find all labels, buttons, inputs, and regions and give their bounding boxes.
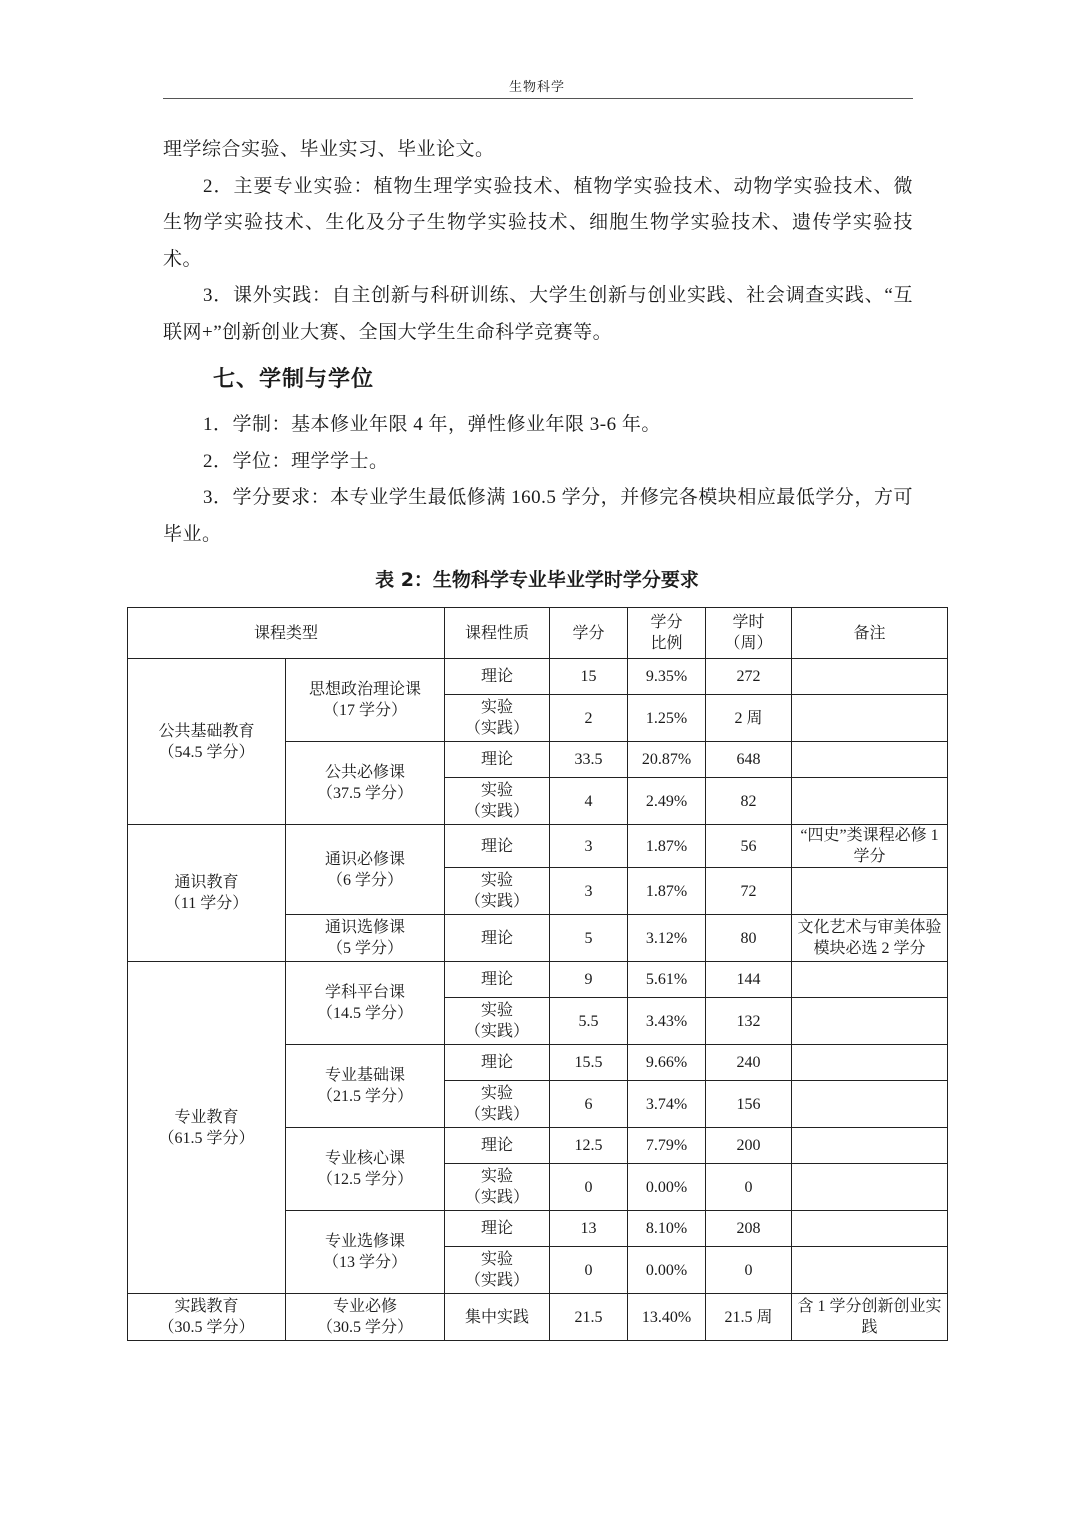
hours-cell: 56 xyxy=(706,825,792,868)
module-name: 专业基础课 xyxy=(325,1067,406,1084)
module-name: 思想政治理论课 xyxy=(309,681,422,698)
module-name: 专业选修课 xyxy=(325,1233,406,1250)
module-cell xyxy=(286,742,445,825)
nature-cell: 理论 xyxy=(445,1045,550,1081)
table-row xyxy=(128,962,948,998)
group-name: 通识教育 xyxy=(174,874,239,891)
notes-cell xyxy=(792,659,948,695)
notes-cell xyxy=(792,868,948,915)
ratio-cell: 1.87% xyxy=(628,825,706,868)
hours-cell: 156 xyxy=(706,1081,792,1128)
notes-cell xyxy=(792,1247,948,1294)
nature-cell: 理论 xyxy=(445,825,550,868)
ratio-cell: 9.35% xyxy=(628,659,706,695)
credits-cell: 21.5 xyxy=(550,1294,628,1341)
nature-cell xyxy=(445,1164,550,1211)
nature-line1: 实验 xyxy=(481,1251,514,1268)
nature-cell: 理论 xyxy=(445,1211,550,1247)
module-credits: （37.5 学分） xyxy=(317,785,414,802)
nature-cell xyxy=(445,1247,550,1294)
credits-cell: 15.5 xyxy=(550,1045,628,1081)
header-ratio-line1: 学分 xyxy=(650,614,683,631)
nature-cell: 理论 xyxy=(445,915,550,962)
header-course-type: 课程类型 xyxy=(128,608,445,659)
credits-cell: 9 xyxy=(550,962,628,998)
running-header: 生物科学 xyxy=(508,79,565,94)
group-cell xyxy=(128,1294,286,1341)
module-cell xyxy=(286,1294,445,1341)
group-cell xyxy=(128,825,286,962)
credits-cell: 3 xyxy=(550,825,628,868)
notes-cell: 文化艺术与审美体验模块必选 2 学分 xyxy=(792,915,948,962)
header-ratio xyxy=(628,608,706,659)
nature-line2: （实践） xyxy=(465,803,530,820)
module-name: 专业核心课 xyxy=(325,1150,406,1167)
notes-cell xyxy=(792,695,948,742)
group-cell xyxy=(128,962,286,1294)
ratio-cell: 13.40% xyxy=(628,1294,706,1341)
notes-cell xyxy=(792,778,948,825)
credits-cell: 12.5 xyxy=(550,1128,628,1164)
module-cell xyxy=(286,825,445,915)
header-nature: 课程性质 xyxy=(445,608,550,659)
credits-cell: 13 xyxy=(550,1211,628,1247)
group-credits: （30.5 学分） xyxy=(158,1319,255,1336)
group-credits: （54.5 学分） xyxy=(158,743,255,761)
hours-cell: 132 xyxy=(706,998,792,1045)
module-cell xyxy=(286,1045,445,1128)
nature-cell: 理论 xyxy=(445,962,550,998)
nature-line2: （实践） xyxy=(465,1189,530,1206)
credits-cell: 0 xyxy=(550,1164,628,1211)
ratio-cell: 9.66% xyxy=(628,1045,706,1081)
module-credits: （6 学分） xyxy=(327,871,404,889)
nature-line1: 实验 xyxy=(481,782,514,799)
module-credits: （5 学分） xyxy=(327,940,404,957)
notes-cell xyxy=(792,1128,948,1164)
nature-line1: 实验 xyxy=(481,872,514,889)
ratio-cell: 7.79% xyxy=(628,1128,706,1164)
header-hours-line1: 学时 xyxy=(732,614,765,631)
ratio-cell: 3.43% xyxy=(628,998,706,1045)
module-credits: （21.5 学分） xyxy=(317,1088,414,1105)
hours-cell: 208 xyxy=(706,1211,792,1247)
nature-line1: 实验 xyxy=(481,1168,514,1185)
table-row xyxy=(128,1294,948,1341)
nature-cell: 集中实践 xyxy=(445,1294,550,1341)
ratio-cell: 8.10% xyxy=(628,1211,706,1247)
header-hours xyxy=(706,608,792,659)
hours-cell: 272 xyxy=(706,659,792,695)
notes-cell xyxy=(792,1164,948,1211)
hours-cell: 82 xyxy=(706,778,792,825)
module-cell xyxy=(286,659,445,742)
table-row xyxy=(128,659,948,695)
module-credits: （13 学分） xyxy=(323,1254,408,1271)
hours-cell: 2 周 xyxy=(706,695,792,742)
hours-cell: 0 xyxy=(706,1247,792,1294)
group-name: 专业教育 xyxy=(174,1108,239,1126)
group-cell xyxy=(128,659,286,825)
ratio-cell: 1.87% xyxy=(628,868,706,915)
nature-cell xyxy=(445,695,550,742)
group-credits: （11 学分） xyxy=(164,895,249,912)
notes-cell: 含 1 学分创新创业实践 xyxy=(792,1294,948,1341)
notes-cell xyxy=(792,742,948,778)
table-caption: 表 2：生物科学专业毕业学时学分要求 xyxy=(375,569,699,591)
group-credits: （61.5 学分） xyxy=(158,1129,255,1147)
paragraph: 2．学位：理学学士。 xyxy=(203,450,389,472)
notes-cell xyxy=(792,1045,948,1081)
nature-cell: 理论 xyxy=(445,1128,550,1164)
nature-cell xyxy=(445,998,550,1045)
group-name: 公共基础教育 xyxy=(158,722,255,740)
module-name: 专业必修 xyxy=(333,1298,398,1315)
module-name: 通识选修课 xyxy=(325,919,406,936)
module-cell xyxy=(286,1211,445,1294)
paragraph: 3．学分要求：本专业学生最低修满 160.5 学分，并修完各模块相应最低学分，方可毕业。 xyxy=(163,487,913,545)
nature-line2: （实践） xyxy=(465,720,530,737)
hours-cell: 80 xyxy=(706,915,792,962)
hours-cell: 72 xyxy=(706,868,792,915)
nature-cell xyxy=(445,778,550,825)
ratio-cell: 5.61% xyxy=(628,962,706,998)
credits-table xyxy=(127,607,948,1341)
nature-cell: 理论 xyxy=(445,742,550,778)
paragraph: 2．主要专业实验：植物生理学实验技术、植物学实验技术、动物学实验技术、微生物学实验技术、生化及分子生物学实验技术、细胞生物学实验技术、遗传学实验技术。 xyxy=(163,175,913,270)
ratio-cell: 0.00% xyxy=(628,1164,706,1211)
notes-cell xyxy=(792,1081,948,1128)
header-notes: 备注 xyxy=(792,608,948,659)
hours-cell: 21.5 周 xyxy=(706,1294,792,1341)
hours-cell: 144 xyxy=(706,962,792,998)
nature-line2: （实践） xyxy=(465,1272,530,1289)
table-header-row xyxy=(128,608,948,659)
notes-cell: “四史”类课程必修 1 学分 xyxy=(792,825,948,868)
module-name: 公共必修课 xyxy=(325,764,406,781)
module-credits: （14.5 学分） xyxy=(317,1005,414,1022)
module-credits: （30.5 学分） xyxy=(317,1319,414,1336)
ratio-cell: 3.12% xyxy=(628,915,706,962)
nature-cell xyxy=(445,1081,550,1128)
module-cell xyxy=(286,915,445,962)
credits-cell: 5 xyxy=(550,915,628,962)
nature-line1: 实验 xyxy=(481,1085,514,1102)
section-heading: 七、学制与学位 xyxy=(213,367,375,392)
ratio-cell: 1.25% xyxy=(628,695,706,742)
module-name: 学科平台课 xyxy=(325,984,406,1001)
table-row xyxy=(128,825,948,868)
nature-line2: （实践） xyxy=(465,1106,530,1123)
notes-cell xyxy=(792,962,948,998)
nature-cell: 理论 xyxy=(445,659,550,695)
nature-line2: （实践） xyxy=(465,893,530,910)
module-name: 通识必修课 xyxy=(325,850,406,868)
hours-cell: 648 xyxy=(706,742,792,778)
ratio-cell: 3.74% xyxy=(628,1081,706,1128)
nature-cell xyxy=(445,868,550,915)
header-ratio-line2: 比例 xyxy=(650,635,683,652)
hours-cell: 200 xyxy=(706,1128,792,1164)
paragraphs-before xyxy=(163,132,913,351)
hours-cell: 0 xyxy=(706,1164,792,1211)
nature-line1: 实验 xyxy=(481,699,514,716)
group-name: 实践教育 xyxy=(174,1298,239,1315)
paragraph: 1．学制：基本修业年限 4 年，弹性修业年限 3-6 年。 xyxy=(203,414,661,435)
nature-line1: 实验 xyxy=(481,1002,514,1019)
ratio-cell: 20.87% xyxy=(628,742,706,778)
credits-cell: 5.5 xyxy=(550,998,628,1045)
notes-cell xyxy=(792,1211,948,1247)
paragraphs-after xyxy=(163,407,913,553)
notes-cell xyxy=(792,998,948,1045)
module-credits: （17 学分） xyxy=(323,702,408,719)
nature-line2: （实践） xyxy=(465,1023,530,1040)
header-rule xyxy=(163,98,913,99)
hours-cell: 240 xyxy=(706,1045,792,1081)
ratio-cell: 2.49% xyxy=(628,778,706,825)
credits-cell: 15 xyxy=(550,659,628,695)
module-cell xyxy=(286,962,445,1045)
credits-cell: 6 xyxy=(550,1081,628,1128)
credits-cell: 4 xyxy=(550,778,628,825)
paragraph: 理学综合实验、毕业实习、毕业论文。 xyxy=(163,139,495,160)
credits-cell: 33.5 xyxy=(550,742,628,778)
credits-cell: 0 xyxy=(550,1247,628,1294)
module-credits: （12.5 学分） xyxy=(317,1171,414,1188)
header-hours-line2: （周） xyxy=(724,635,773,652)
paragraph: 3．课外实践：自主创新与科研训练、大学生创新与创业实践、社会调查实践、“互联网+”创新创业大赛、全国大学生生命科学竞赛等。 xyxy=(163,285,913,343)
credits-cell: 2 xyxy=(550,695,628,742)
module-cell xyxy=(286,1128,445,1211)
header-credits: 学分 xyxy=(550,608,628,659)
ratio-cell: 0.00% xyxy=(628,1247,706,1294)
credits-cell: 3 xyxy=(550,868,628,915)
